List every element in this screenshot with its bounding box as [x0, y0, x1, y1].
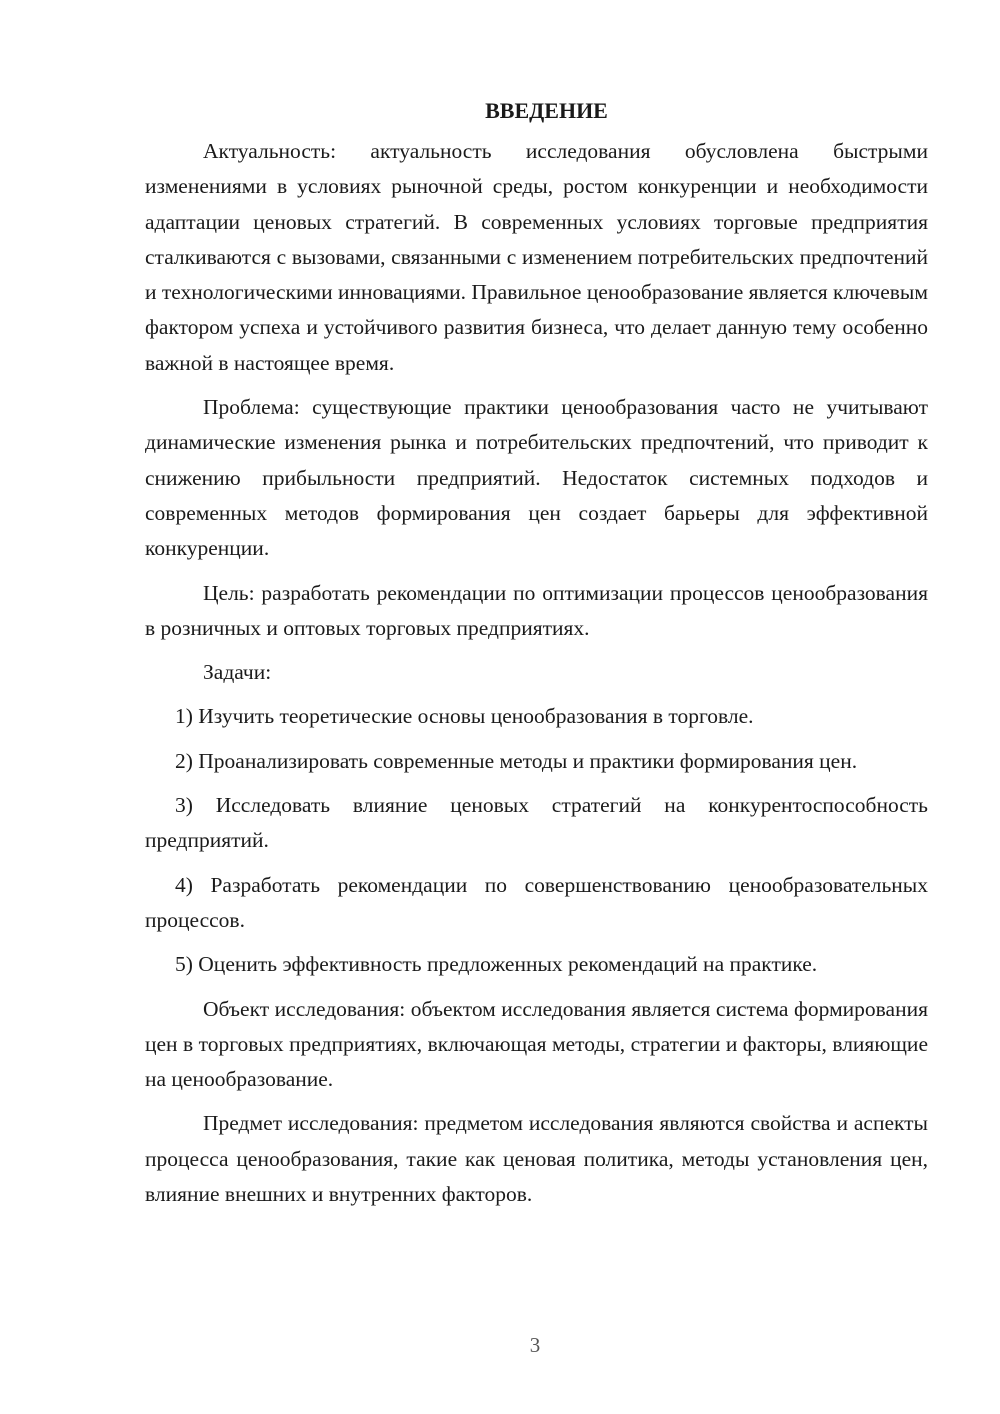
task-item-4: 4) Разработать рекомендации по совершенствованию ценообразовательных процессов. — [145, 872, 928, 932]
paragraph-subject: Предмет исследования: предметом исследования являются свойства и аспекты процесса ценообразования, такие как ценовая политика, методы установления цен, влияние внешних и внутренних факторов. — [145, 1111, 928, 1207]
section-heading: ВВЕДЕНИЕ — [485, 98, 608, 123]
tasks-label: Задачи: — [203, 660, 272, 685]
task-item-3: 3) Исследовать влияние ценовых стратегий на конкурентоспособность предприятий. — [145, 793, 928, 853]
paragraph-problem: Проблема: существующие практики ценообразования часто не учитывают динамические изменения рынка и потребительских предпочтений, что приводит к снижению прибыльности предприятий. Недостаток системных подходов и современных методов формирования цен создает барьеры для эффективной конкуренции. — [145, 395, 928, 561]
task-item-1: 1) Изучить теоретические основы ценообразования в торговле. — [175, 704, 754, 729]
paragraph-relevance: Актуальность: актуальность исследования обусловлена быстрыми изменениями в условиях рыночной среды, ростом конкуренции и необходимости адаптации ценовых стратегий. В современных условиях торговые предприятия сталкиваются с вызовами, связанными с изменением потребительских предпочтений и технологическими инновациями. Правильное ценообразование является ключевым фактором успеха и устойчивого развития бизнеса, что делает данную тему особенно важной в настоящее время. — [145, 139, 928, 375]
task-item-5: 5) Оценить эффективность предложенных рекомендаций на практике. — [175, 952, 818, 977]
document-page — [145, 98, 928, 1221]
paragraph-goal: Цель: разработать рекомендации по оптимизации процессов ценообразования в розничных и оптовых торговых предприятиях. — [145, 580, 928, 640]
page-number: 3 — [529, 1333, 541, 1357]
task-item-2: 2) Проанализировать современные методы и практики формирования цен. — [175, 748, 858, 773]
paragraph-object: Объект исследования: объектом исследования является система формирования цен в торговых предприятиях, включающая методы, стратегии и факторы, влияющие на ценообразование. — [145, 996, 928, 1092]
